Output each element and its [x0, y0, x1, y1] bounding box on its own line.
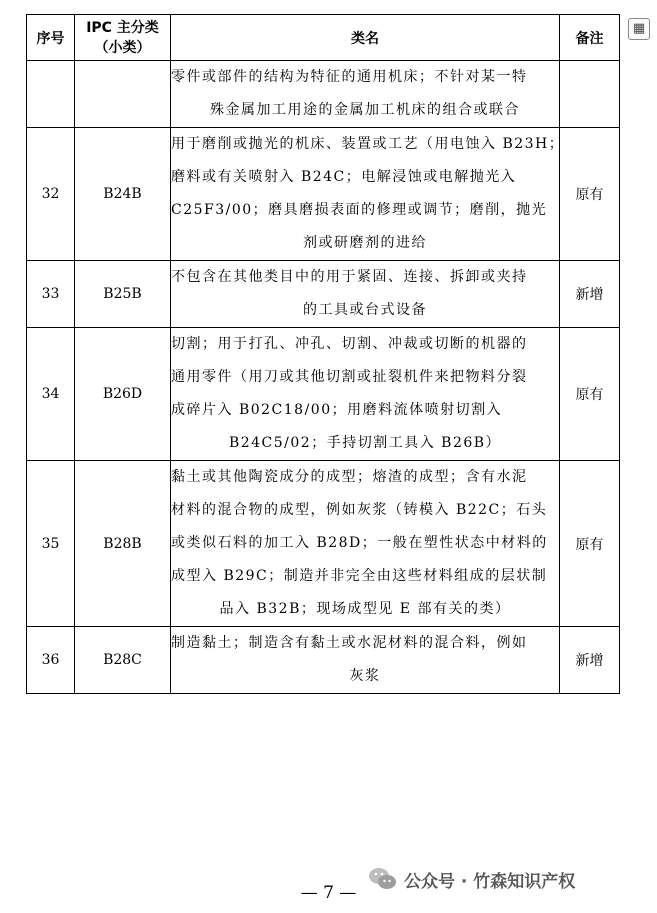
- table-row: [27, 328, 620, 461]
- class-name-line: B24C5/02；手持切割工具入 B26B）: [228, 435, 502, 451]
- row-ipc-code: B28B: [75, 461, 171, 627]
- table-row: [27, 261, 620, 328]
- table-row: [27, 627, 620, 694]
- row-note: 原有: [560, 461, 620, 627]
- table-row: [27, 461, 620, 627]
- class-name-line: C25F3/00；磨具磨损表面的修理或调节；磨削，抛光: [171, 202, 548, 218]
- row-ipc-code: B26D: [75, 328, 171, 461]
- class-name-line: 零件或部件的结构为特征的通用机床；不针对某一特: [171, 69, 528, 85]
- row-class-name: [171, 461, 560, 627]
- row-note: 新增: [560, 627, 620, 694]
- class-name-line: 剂或研磨剂的进给: [303, 235, 427, 251]
- table-row: [27, 128, 620, 261]
- header-ipc-line2: （小类）: [94, 39, 151, 56]
- header-seq: 序号: [27, 15, 75, 61]
- table-header-row: [27, 15, 620, 61]
- class-name-line: 品入 B32B；现场成型见 E 部有关的类）: [219, 601, 511, 617]
- class-name-line: 成碎片入 B02C18/00；用磨料流体喷射切割入: [171, 402, 503, 418]
- row-class-name: [171, 328, 560, 461]
- class-name-line: 殊金属加工用途的金属加工机床的组合或联合: [210, 102, 520, 118]
- header-ipc-class: [75, 15, 171, 61]
- header-class-name: 类名: [171, 15, 560, 61]
- row-ipc-code: B28C: [75, 627, 171, 694]
- row-ipc-code: B24B: [75, 128, 171, 261]
- watermark-text: 公众号 · 竹森知识产权: [404, 871, 576, 892]
- header-ipc-line1: IPC 主分类: [86, 19, 159, 36]
- row-seq: [27, 61, 75, 128]
- class-name-line: 不包含在其他类目中的用于紧固、连接、拆卸或夹持: [171, 269, 528, 285]
- class-name-line: 材料的混合物的成型，例如灰浆（铸模入 B22C；石头: [171, 502, 548, 518]
- class-name-line: 的工具或台式设备: [303, 302, 427, 318]
- row-class-name: [171, 128, 565, 261]
- class-name-line: 灰浆: [349, 668, 381, 684]
- header-note: 备注: [560, 15, 620, 61]
- table-row: [27, 61, 620, 128]
- class-name-line: 通用零件（用刀或其他切割或扯裂机件来把物料分裂: [171, 369, 528, 385]
- row-note: 新增: [560, 261, 620, 328]
- class-name-line: 切割；用于打孔、冲孔、切割、冲裁或切断的机器的: [171, 336, 528, 352]
- row-class-name: [171, 61, 560, 128]
- row-note: [560, 61, 620, 128]
- class-name-line: 用于磨削或抛光的机床、装置或工艺（用电蚀入 B23H；: [171, 136, 565, 152]
- row-note: 原有: [560, 128, 620, 261]
- class-name-line: 磨料或有关喷射入 B24C；电解浸蚀或电解抛光入: [171, 169, 517, 185]
- row-seq: 36: [27, 627, 75, 694]
- class-name-line: 黏土或其他陶瓷成分的成型；熔渣的成型；含有水泥: [171, 469, 528, 485]
- row-seq: 34: [27, 328, 75, 461]
- row-class-name: [171, 261, 560, 328]
- class-name-line: 成型入 B29C；制造并非完全由这些材料组成的层状制: [171, 568, 548, 584]
- page-number: — 7 —: [300, 883, 357, 903]
- class-name-line: 制造黏土；制造含有黏土或水泥材料的混合料，例如: [171, 635, 528, 651]
- row-ipc-code: B25B: [75, 261, 171, 328]
- row-seq: 35: [27, 461, 75, 627]
- row-note: 原有: [560, 328, 620, 461]
- row-seq: 32: [27, 128, 75, 261]
- ipc-classification-table: [26, 14, 620, 694]
- class-name-line: 或类似石料的加工入 B28D；一般在塑性状态中材料的: [171, 535, 548, 551]
- row-ipc-code: [75, 61, 171, 128]
- layout-icon[interactable]: ▦: [628, 18, 650, 40]
- row-seq: 33: [27, 261, 75, 328]
- row-class-name: [171, 627, 560, 694]
